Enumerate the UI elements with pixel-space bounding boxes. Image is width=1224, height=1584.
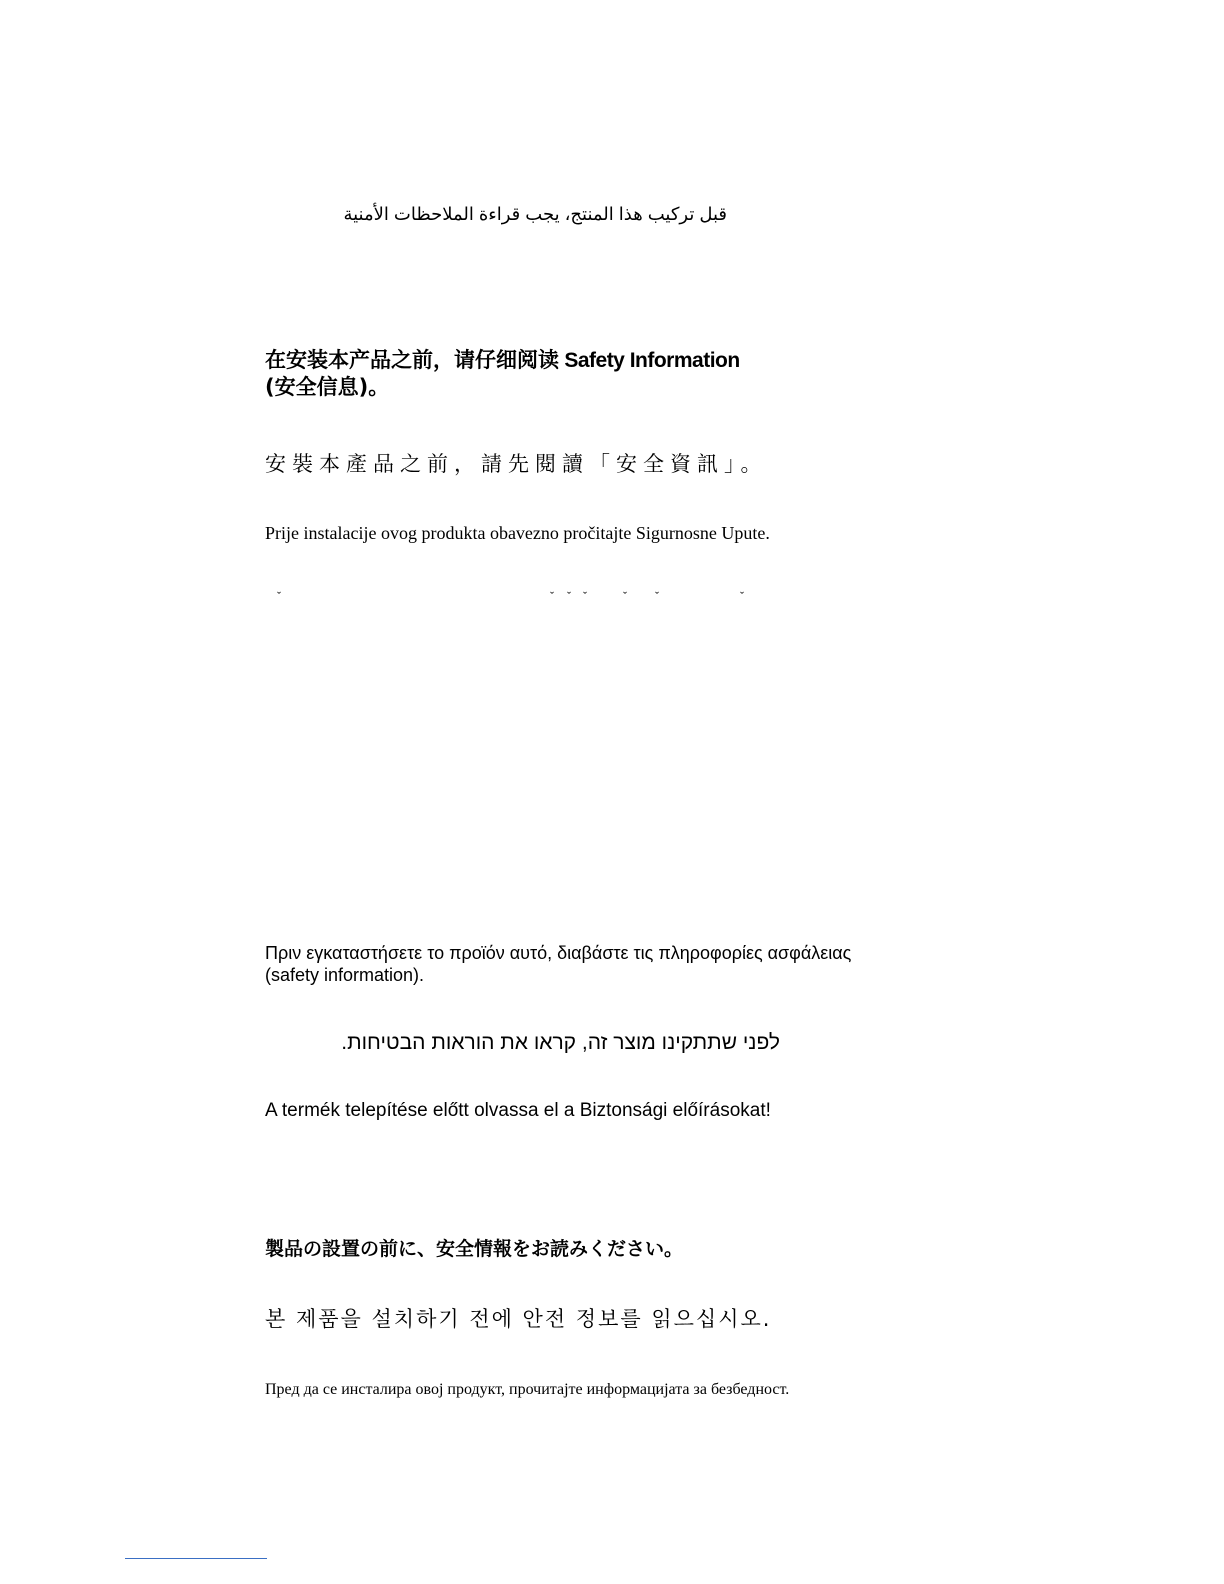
zh-cn-english-term: Safety Information: [559, 349, 740, 372]
hebrew-safety-statement: לפני שתתקינו מוצר זה, קראו את הוראות הבטיחות.: [341, 1031, 780, 1054]
caron-mark: ˇ: [655, 589, 659, 603]
greek-line-2: (safety information).: [265, 965, 425, 985]
greek-line-1: Πριν εγκαταστήσετε το προϊόν αυτό, διαβάστε τις πληροφορίες ασφάλειας: [265, 943, 852, 963]
macedonian-safety-statement: Пред да се инсталира овој продукт, прочитајте информацијата за безбедност.: [265, 1381, 790, 1398]
caron-mark: ˇ: [567, 589, 571, 603]
czech-statement-residual-marks: [265, 589, 745, 605]
caron-mark: ˇ: [623, 589, 627, 603]
caron-mark: ˇ: [740, 589, 744, 603]
arabic-safety-statement: قبل تركيب هذا المنتج، يجب قراءة الملاحظات الأمنية: [343, 204, 727, 224]
caron-mark: ˇ: [583, 589, 587, 603]
greek-safety-statement: [265, 942, 925, 986]
croatian-safety-statement: Prije instalacije ovog produkta obavezno pročitajte Sigurnosne Upute.: [265, 523, 770, 543]
hungarian-safety-statement: A termék telepítése előtt olvassa el a Biztonsági előírásokat!: [265, 1100, 771, 1121]
caron-mark: ˇ: [277, 589, 281, 603]
zh-cn-line-1: 在安装本产品之前，请仔细阅读: [265, 348, 559, 372]
simplified-chinese-safety-statement: [265, 347, 755, 400]
korean-safety-statement: 본 제품을 설치하기 전에 안전 정보를 읽으십시오.: [265, 1307, 772, 1331]
footnote-separator-rule: [125, 1558, 267, 1559]
japanese-safety-statement: 製品の設置の前に、安全情報をお読みください。: [265, 1238, 684, 1260]
zh-cn-line-2: (安全信息)。: [265, 375, 390, 399]
caron-mark: ˇ: [550, 589, 554, 603]
traditional-chinese-safety-statement: 安裝本產品之前，請先閱讀「安全資訊」。: [265, 452, 768, 476]
